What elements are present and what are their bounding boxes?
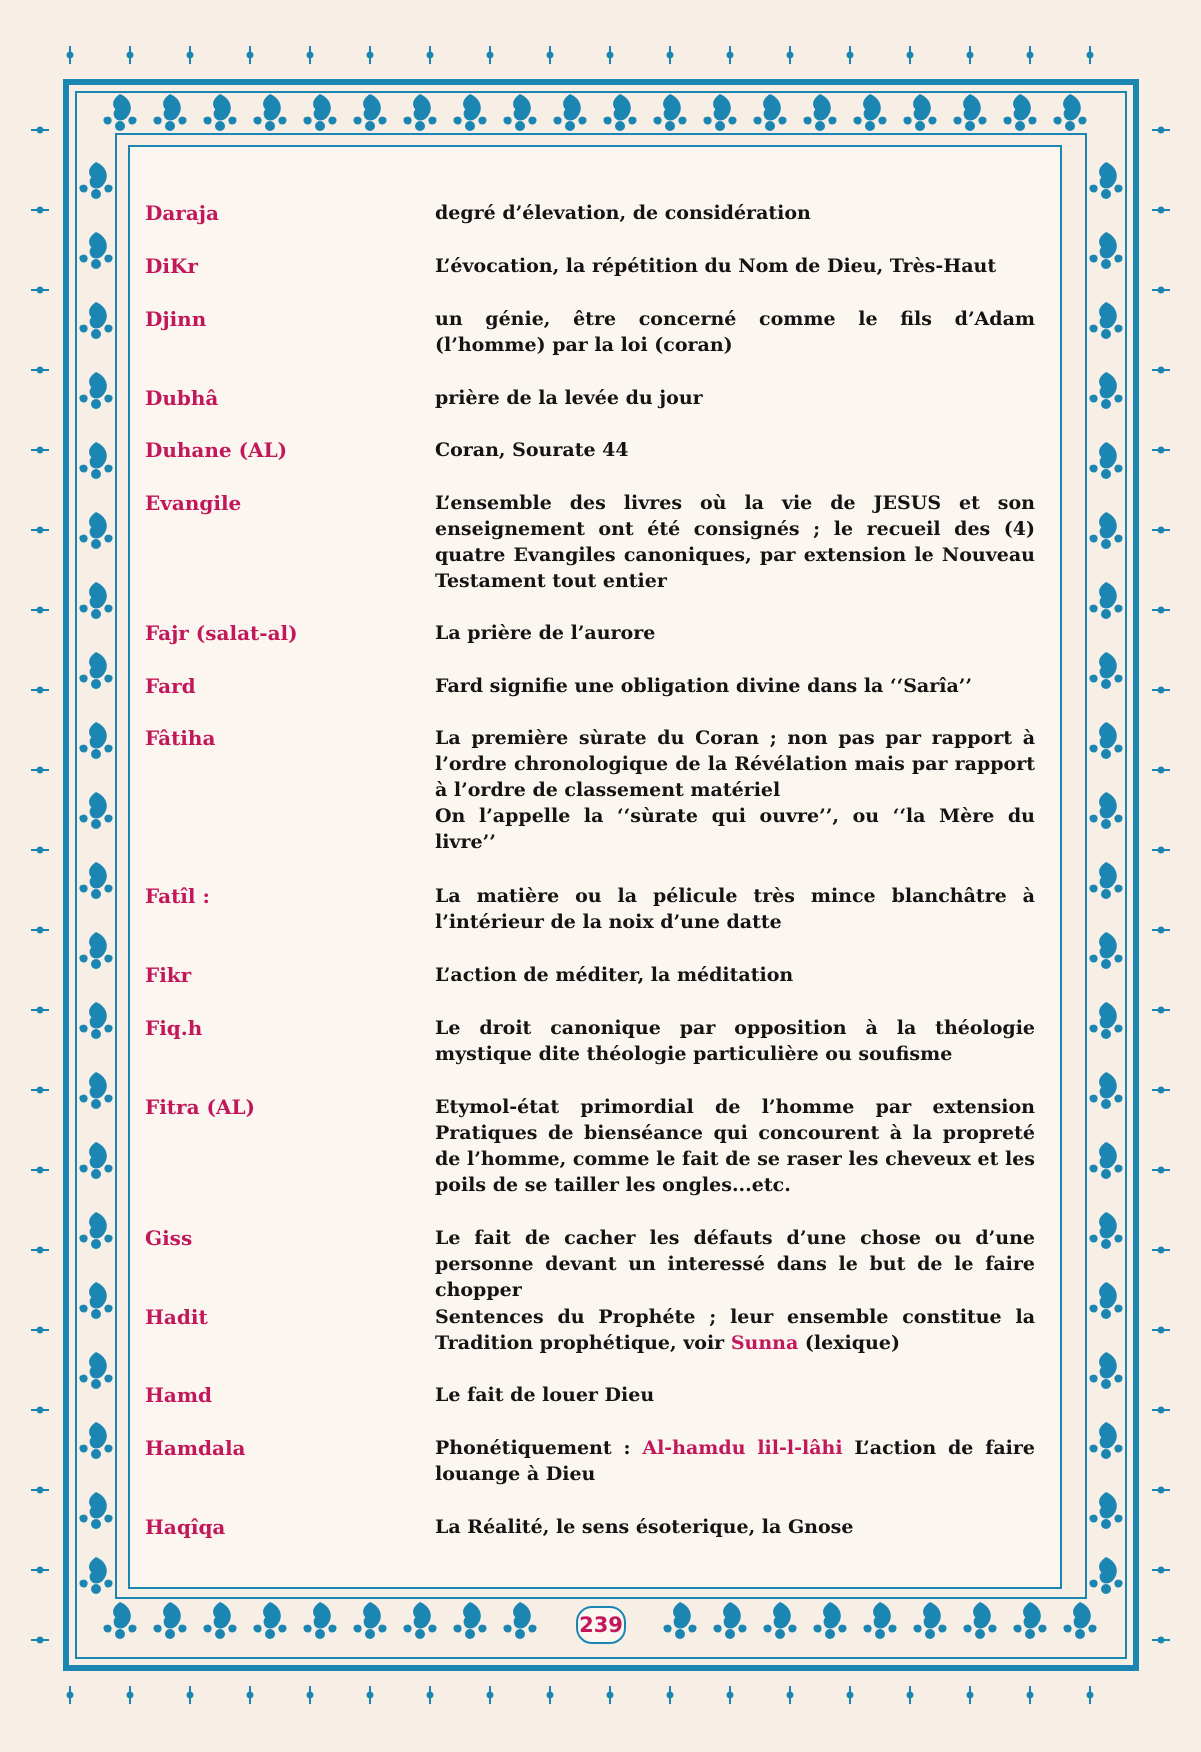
term: Fiq.h (145, 1016, 203, 1040)
definition (435, 1304, 1035, 1356)
term: Hadit (145, 1305, 208, 1329)
glossary-entry (145, 490, 1045, 620)
term: Giss (145, 1226, 193, 1250)
definition-paragraph: La première sùrate du Coran ; non pas par rapport à l’ordre chronologique de la Révélation mais par rapport à l’ordre de classement matériel (435, 727, 1035, 801)
definition-text: (lexique) (798, 1332, 900, 1354)
definition-text: L’action de faire louange à Dieu (435, 1437, 1035, 1485)
definition: L’action de méditer, la méditation (435, 964, 794, 986)
page-number: 239 (576, 1606, 626, 1644)
term: DiKr (145, 254, 198, 278)
term: Fâtiha (145, 726, 216, 750)
glossary-entry (145, 1435, 1045, 1514)
definition: La prière de l’aurore (435, 622, 656, 644)
term: Daraja (145, 201, 219, 225)
glossary-entry (145, 437, 1045, 490)
term: Fard (145, 674, 196, 698)
term: Hamd (145, 1383, 213, 1407)
glossary-list (145, 200, 1045, 1566)
glossary-entry (145, 673, 1045, 725)
definition: La Réalité, le sens ésoterique, la Gnose (435, 1516, 854, 1538)
definition (435, 1435, 1035, 1487)
definition: Le fait de cacher les défauts d’une chose ou d’une personne devant un interessé dans le but de le faire chopper (435, 1227, 1035, 1301)
glossary-entry (145, 1304, 1045, 1382)
definition-paragraph: On l’appelle la ‘‘sùrate qui ouvre’’, ou ‘‘la Mère du livre’’ (435, 805, 1035, 853)
definition: Coran, Sourate 44 (435, 439, 629, 461)
definition: Fard signifie une obligation divine dans la ‘‘Sarîa’’ (435, 675, 973, 697)
term: Fitra (AL) (145, 1095, 255, 1119)
term: Hamdala (145, 1436, 246, 1460)
term: Fatîl : (145, 884, 210, 908)
glossary-entry (145, 1514, 1045, 1566)
term: Fajr (salat-al) (145, 621, 298, 645)
glossary-entry (145, 883, 1045, 962)
definition: La matière ou la pélicule très mince blanchâtre à l’intérieur de la noix d’une datte (435, 885, 1035, 933)
glossary-entry (145, 306, 1045, 385)
definition (435, 725, 1035, 855)
glossary-entry (145, 253, 1045, 306)
term: Djinn (145, 307, 207, 331)
definition: L’évocation, la répétition du Nom de Dieu, Très-Haut (435, 255, 997, 277)
glossary-entry (145, 1382, 1045, 1435)
glossary-entry (145, 725, 1045, 883)
term: Haqîqa (145, 1515, 226, 1539)
glossary-entry (145, 200, 1045, 253)
definition: L’ensemble des livres où la vie de JESUS et son enseignement ont été consignés ; le recueil des (4) quatre Evangiles canoniques, par extension le Nouveau Testament tout entier (435, 492, 1035, 592)
term: Fikr (145, 963, 192, 987)
phonetic-text: Al-hamdu lil-l-lâhi (642, 1437, 843, 1459)
glossary-entry (145, 1225, 1045, 1304)
definition: un génie, être concerné comme le fils d’Adam (l’homme) par la loi (coran) (435, 308, 1035, 356)
term: Duhane (AL) (145, 438, 288, 462)
definition-text: Phonétiquement : (435, 1437, 643, 1459)
cross-reference: Sunna (730, 1332, 799, 1354)
definition: degré d’élevation, de considération (435, 202, 811, 224)
definition: prière de la levée du jour (435, 387, 703, 409)
glossary-entry (145, 962, 1045, 1015)
glossary-entry (145, 385, 1045, 437)
glossary-entry (145, 620, 1045, 673)
glossary-entry (145, 1094, 1045, 1225)
glossary-entry (145, 1015, 1045, 1094)
definition: Le fait de louer Dieu (435, 1384, 655, 1406)
definition: Etymol-état primordial de l’homme par extension Pratiques de bienséance qui concourent à la propreté de l’homme, comme le fait de se raser les cheveux et les poils de se tailler les ongles...etc. (435, 1096, 1035, 1196)
term: Dubhâ (145, 386, 219, 410)
definition: Le droit canonique par opposition à la théologie mystique dite théologie particulière ou soufisme (435, 1017, 1035, 1065)
term: Evangile (145, 491, 242, 515)
definition-text: Sentences du Prophéte ; leur ensemble constitue la Tradition prophétique, voir (435, 1306, 1035, 1354)
